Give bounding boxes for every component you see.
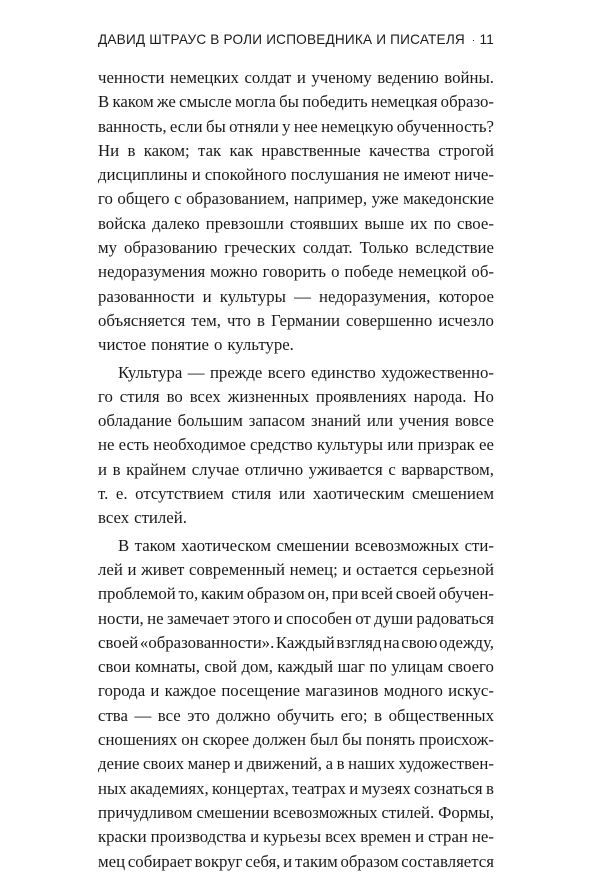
text-line: причудливом смешении всевозможных стилей. Формы,: [98, 802, 494, 822]
text-line: дение своих манер и движений, а в наших художествен-: [98, 754, 494, 774]
text-line: сношениях он скорее должен был бы понять происхож-: [98, 730, 494, 750]
text-line: В таком хаотическом смешении всевозможных сти-: [118, 535, 494, 555]
paragraph: [98, 361, 494, 531]
text-line: т. е. отсутствием стиля или хаотическим смешением: [98, 484, 494, 504]
paragraph: [98, 66, 494, 358]
text-line: объясняется тем, что в Германии совершенно исчезло: [98, 310, 494, 330]
page-number: 11: [479, 32, 494, 47]
text-line: краски производства и курьезы всех времен и стран не-: [98, 827, 494, 847]
text-line: го стиля во всех жизненных проявлениях народа. Но: [98, 386, 494, 406]
text-line: не есть необходимое средство культуры или призрак ее: [98, 435, 494, 455]
text-line: го общего с образованием, например, уже македонские: [98, 189, 494, 209]
text-line: всех стилей.: [98, 508, 187, 528]
text-line: проблемой то, каким образом он, при всей своей обучен-: [98, 584, 494, 604]
text-line: города и каждое посещение магазинов модного искус-: [98, 681, 494, 701]
text-line: ных академиях, концертах, театрах и музеях сознаться в: [98, 778, 494, 798]
text-line: ства — все это должно обучить его; в общественных: [98, 705, 494, 725]
text-line: обладание большим запасом знаний или учения вовсе: [98, 411, 494, 431]
text-line: Культура — прежде всего единство художественно-: [118, 362, 494, 382]
running-header: [98, 32, 494, 54]
header-rule: [473, 40, 474, 41]
text-line: ности, не замечает этого и способен от души радоваться: [98, 608, 494, 628]
text-line: ванность, если бы отняли у нее немецкую обученность?: [98, 116, 494, 136]
text-line: дисциплины и спокойного послушания не имеют ниче-: [98, 165, 494, 185]
text-line: и в крайнем случае отлично уживается с варварством,: [98, 459, 494, 479]
text-line: ченности немецких солдат и ученому ведению войны.: [98, 68, 494, 87]
text-line: чистое понятие о культуре.: [98, 335, 294, 355]
text-line: разованности и культуры — недоразумения, которое: [98, 286, 494, 306]
text-line: недоразумения можно говорить о победе немецкой об-: [98, 262, 494, 282]
text-line: свои комнаты, свой дом, каждый шаг по улицам своего: [98, 657, 494, 677]
text-line: лей и живет современный немец; и остается серьезной: [98, 559, 494, 579]
body-text: [98, 66, 494, 874]
text-line: Ни в каком; так как нравственные качества строгой: [98, 140, 494, 160]
text-line: му образованию греческих солдат. Только вследствие: [98, 238, 494, 258]
text-line: мец собирает вокруг себя, и таким образом составляется: [98, 851, 494, 871]
text-line: войска далеко превзошли стоявших выше их по свое-: [98, 213, 494, 233]
header-title: ДАВИД ШТРАУС В РОЛИ ИСПОВЕДНИКА И ПИСАТЕЛЯ: [98, 32, 465, 47]
text-line: В каком же смысле могла бы победить немецкая образо-: [98, 92, 494, 112]
paragraph: [98, 534, 494, 874]
text-line: своей «образованности». Каждый взгляд на свою одежду,: [98, 632, 494, 652]
